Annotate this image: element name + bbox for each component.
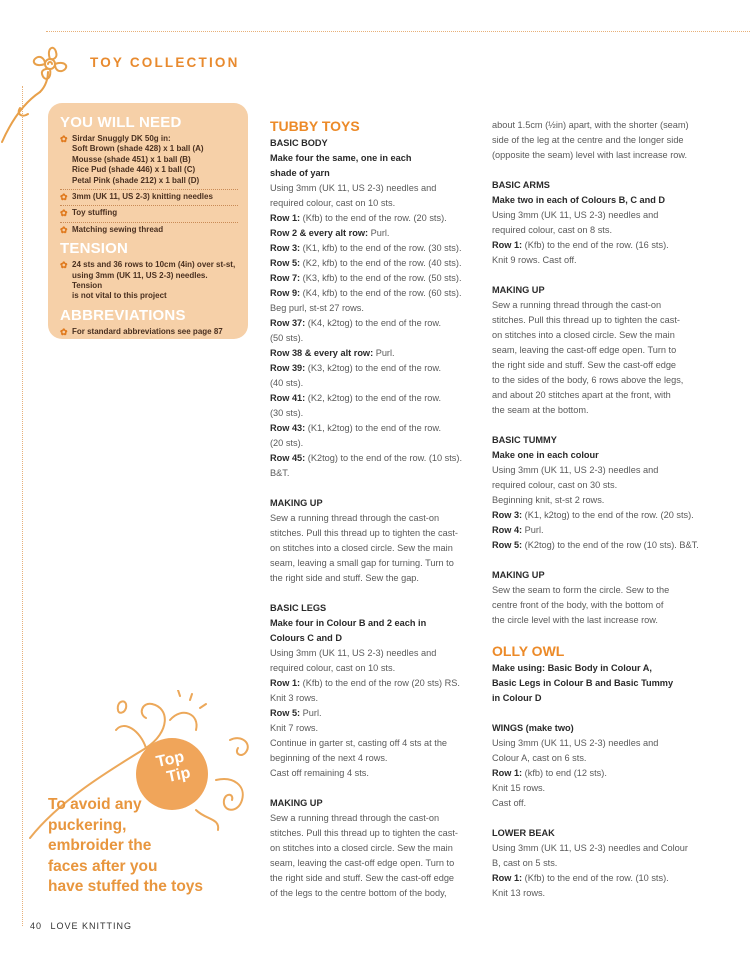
list-item [60, 206, 238, 222]
abbreviations-heading: ABBREVIATIONS [60, 306, 186, 324]
row-label: Row 1: [492, 240, 523, 250]
star-bullet-icon: ✿ [60, 208, 68, 219]
row-text: Using 3mm (UK 11, US 2-3) needles and [270, 183, 437, 193]
material-line: Toy stuffing [72, 208, 118, 218]
instruction-line [270, 226, 490, 241]
instruction-line [492, 478, 712, 493]
row-text: required colour, cast on 10 sts. [270, 663, 396, 673]
star-bullet-icon: ✿ [60, 326, 68, 337]
list-item [60, 258, 238, 305]
row-text: (K3, k2tog) to the end of the row. [305, 363, 442, 373]
instruction-line [492, 463, 712, 478]
row-text: (K1, k2tog) to the end of the row. (20 sts). [522, 510, 694, 520]
instruction-line: on stitches into a closed circle. Sew the main [270, 543, 453, 553]
instruction-line: the seam at the bottom. [492, 405, 589, 415]
basic-legs-instructions [270, 646, 490, 781]
row-text: Purl. [300, 708, 322, 718]
olly-owl-title: OLLY OWL [492, 643, 565, 659]
lower-beak-instructions [492, 841, 712, 901]
row-text: Beginning knit, st-st 2 rows. [492, 495, 605, 505]
instruction-line [492, 208, 712, 223]
basic-body-heading: BASIC BODY [270, 138, 328, 148]
instruction-line: the circle level with the last increase row. [492, 615, 658, 625]
instruction-line [492, 856, 712, 871]
basic-arms-heading: BASIC ARMS [492, 180, 550, 190]
row-text: Using 3mm (UK 11, US 2-3) needles and Colour [492, 843, 688, 853]
olly-owl-intro: Basic Legs in Colour B and Basic Tummy [492, 678, 674, 688]
material-line: Petal Pink (shade 212) x 1 ball (D) [72, 175, 200, 185]
list-item [60, 325, 238, 340]
abbreviation-line: For standard abbreviations see page 87 [72, 326, 223, 336]
instruction-line: Sew the seam to form the circle. Sew to the [492, 585, 670, 595]
instruction-line: on stitches into a closed circle. Sew the main [270, 843, 453, 853]
page-footer [30, 921, 132, 931]
row-text: (kfb) to end (12 sts). [522, 768, 607, 778]
row-text: (50 sts). [270, 333, 304, 343]
instruction-line [270, 391, 490, 406]
instruction-line [492, 253, 712, 268]
basic-legs-intro: Colours C and D [270, 633, 342, 643]
star-bullet-icon: ✿ [60, 134, 68, 144]
row-text: (Kfb) to the end of the row (20 sts) RS. [300, 678, 460, 688]
row-label: Row 45: [270, 453, 306, 463]
instruction-line [270, 361, 490, 376]
row-text: (Kfb) to the end of the row. (20 sts). [300, 213, 447, 223]
instruction-line: the right side and stuff. Sew the cast-off edge [270, 873, 455, 883]
instruction-line: seam, leaving the cast-off edge open. Turn to [270, 858, 455, 868]
instruction-line [270, 376, 490, 391]
row-text: Using 3mm (UK 11, US 2-3) needles and [492, 738, 659, 748]
instruction-line [492, 523, 712, 538]
instruction-line: Sew a running thread through the cast-on [270, 513, 440, 523]
row-text: (K3, kfb) to the end of the row. (50 sts). [300, 273, 462, 283]
material-line: Sirdar Snuggly DK 50g in: [72, 134, 171, 143]
olly-owl-intro: Make using: Basic Body in Colour A, [492, 663, 652, 673]
instruction-line: stitches. Pull this thread up to tighten the cast- [492, 315, 680, 325]
row-text: B&T. [270, 468, 290, 478]
instruction-line: the right side and stuff. Sew the cast-off edge [492, 360, 677, 370]
instruction-line [492, 781, 712, 796]
row-label: Row 9: [270, 288, 301, 298]
instruction-line: stitches. Pull this thread up to tighten the cast- [270, 828, 458, 838]
instruction-line [270, 646, 490, 661]
making-up-instructions [492, 298, 712, 418]
making-up-instructions [270, 511, 490, 586]
row-text: Purl. [373, 348, 395, 358]
instruction-line [270, 301, 490, 316]
row-text: (K2, k2tog) to the end of the row. [305, 393, 442, 403]
row-text: beginning of the next 4 rows. [270, 753, 388, 763]
instruction-line [270, 661, 490, 676]
instruction-line [270, 751, 490, 766]
instruction-line [270, 721, 490, 736]
instruction-line [270, 706, 490, 721]
instruction-line: the right side and stuff. Sew the gap. [270, 573, 419, 583]
basic-legs-heading: BASIC LEGS [270, 603, 327, 613]
instruction-line [492, 736, 712, 751]
instruction-line: seam, leaving the cast-off edge open. Turn to [492, 345, 677, 355]
you-will-need-list [60, 132, 238, 238]
instruction-line: Sew a running thread through the cast-on [270, 813, 440, 823]
row-text: (Kfb) to the end of the row. (10 sts). [522, 873, 669, 883]
instruction-line [492, 886, 712, 901]
row-text: Purl. [368, 228, 390, 238]
instruction-line: about 1.5cm (½in) apart, with the shorter (seam) [492, 120, 689, 130]
wings-instructions [492, 736, 712, 811]
row-text: (Kfb) to the end of the row. (16 sts). [522, 240, 669, 250]
making-up-instructions [492, 583, 712, 628]
row-label: Row 43: [270, 423, 306, 433]
continued-instructions [492, 118, 712, 163]
row-label: Row 2 & every alt row: [270, 228, 369, 238]
page-border-top [46, 31, 750, 32]
row-text: Knit 9 rows. Cast off. [492, 255, 577, 265]
lower-beak-heading: LOWER BEAK [492, 828, 555, 838]
instruction-line [492, 796, 712, 811]
instruction-line [270, 436, 490, 451]
material-line: Soft Brown (shade 428) x 1 ball (A) [72, 144, 204, 154]
tension-line: using 3mm (UK 11, US 2-3) needles. Tension [72, 270, 208, 291]
olly-owl-intro: in Colour D [492, 693, 542, 703]
instruction-line [492, 841, 712, 856]
pattern-column-2 [492, 118, 712, 901]
row-text: Using 3mm (UK 11, US 2-3) needles and [492, 465, 659, 475]
row-text: Knit 3 rows. [270, 693, 318, 703]
row-text: (40 sts). [270, 378, 304, 388]
instruction-line [270, 346, 490, 361]
instruction-line [270, 691, 490, 706]
row-text: (K2tog) to the end of the row (10 sts). B&T. [522, 540, 699, 550]
instruction-line [270, 211, 490, 226]
making-up-heading: MAKING UP [492, 285, 545, 295]
row-text: Cast off remaining 4 sts. [270, 768, 369, 778]
row-label: Row 1: [492, 873, 523, 883]
material-line: 3mm (UK 11, US 2-3) knitting needles [72, 192, 213, 202]
magazine-name: LOVE KNITTING [50, 921, 133, 931]
pattern-column-1 [270, 118, 490, 901]
instruction-line [270, 676, 490, 691]
tip-quote-line: embroider the [48, 837, 152, 854]
basic-body-instructions [270, 181, 490, 481]
instruction-line [270, 406, 490, 421]
instruction-line [492, 493, 712, 508]
basic-arms-intro: Make two in each of Colours B, C and D [492, 195, 666, 205]
row-text: required colour, cast on 10 sts. [270, 198, 396, 208]
row-text: Knit 13 rows. [492, 888, 546, 898]
tension-line: is not vital to this project [72, 291, 167, 301]
row-label: Row 1: [270, 213, 301, 223]
instruction-line [270, 286, 490, 301]
basic-tummy-intro: Make one in each colour [492, 450, 599, 460]
instruction-line [492, 508, 712, 523]
row-text: Knit 7 rows. [270, 723, 318, 733]
tubby-toys-title: TUBBY TOYS [270, 118, 360, 134]
row-text: (K2, kfb) to the end of the row. (40 sts). [300, 258, 462, 268]
basic-tummy-heading: BASIC TUMMY [492, 435, 557, 445]
instruction-line [270, 736, 490, 751]
star-bullet-icon: ✿ [60, 224, 68, 235]
making-up-heading: MAKING UP [270, 498, 323, 508]
row-text: (K1, kfb) to the end of the row. (30 sts). [300, 243, 462, 253]
materials-sidebar [48, 103, 248, 339]
instruction-line [270, 316, 490, 331]
material-line: Mousse (shade 451) x 1 ball (B) [72, 154, 191, 164]
row-label: Row 38 & every alt row: [270, 348, 374, 358]
list-item [60, 190, 238, 206]
instruction-line [492, 223, 712, 238]
instruction-line [270, 466, 490, 481]
tension-heading: TENSION [60, 240, 129, 258]
tip-quote-line: puckering, [48, 816, 127, 834]
instruction-line: and about 20 stitches apart at the front, with [492, 390, 671, 400]
row-label: Row 39: [270, 363, 306, 373]
instruction-line: Sew a running thread through the cast-on [492, 300, 662, 310]
list-item [60, 223, 238, 238]
instruction-line: side of the leg at the centre and the longer side [492, 135, 684, 145]
wings-heading: WINGS (make two) [492, 723, 574, 733]
instruction-line: stitches. Pull this thread up to tighten the cast- [270, 528, 458, 538]
list-item [60, 132, 238, 190]
row-label: Row 5: [492, 540, 523, 550]
row-label: Row 1: [270, 678, 301, 688]
instruction-line [492, 238, 712, 253]
tension-line: 24 sts and 36 rows to 10cm (4in) over st-st, [72, 260, 236, 270]
row-text: Purl. [522, 525, 544, 535]
row-text: Knit 15 rows. [492, 783, 546, 793]
basic-body-intro: shade of yarn [270, 168, 330, 178]
instruction-line [270, 451, 490, 466]
instruction-line [492, 766, 712, 781]
row-text: (K4, k2tog) to the end of the row. [305, 318, 442, 328]
row-label: Row 5: [270, 708, 301, 718]
top-tip-line: Tip [165, 764, 193, 787]
making-up-heading: MAKING UP [270, 798, 323, 808]
row-label: Row 7: [270, 273, 301, 283]
row-label: Row 3: [492, 510, 523, 520]
top-tip-line: Top [154, 748, 186, 771]
basic-legs-intro: Make four in Colour B and 2 each in [270, 618, 427, 628]
row-label: Row 4: [492, 525, 523, 535]
instruction-line [270, 241, 490, 256]
instruction-line [492, 751, 712, 766]
instruction-line: of the legs to the centre bottom of the body, [270, 888, 447, 898]
page-number: 40 [30, 921, 43, 931]
instruction-line [270, 766, 490, 781]
instruction-line: to the sides of the body, 6 rows above the legs, [492, 375, 684, 385]
instruction-line: on stitches into a closed circle. Sew the main [492, 330, 675, 340]
row-text: (K1, k2tog) to the end of the row. [305, 423, 442, 433]
tip-quote [48, 795, 238, 898]
instruction-line [270, 181, 490, 196]
making-up-instructions [270, 811, 490, 901]
row-label: Row 3: [270, 243, 301, 253]
instruction-line: seam, leaving a small gap for turning. Turn to [270, 558, 454, 568]
row-label: Row 5: [270, 258, 301, 268]
instruction-line [270, 271, 490, 286]
abbreviations-list [60, 325, 238, 340]
making-up-heading: MAKING UP [492, 570, 545, 580]
row-label: Row 41: [270, 393, 306, 403]
tip-quote-line: To avoid any [48, 796, 142, 813]
tension-list [60, 258, 238, 305]
row-label: Row 37: [270, 318, 306, 328]
material-line: Matching sewing thread [72, 224, 164, 234]
row-text: (K4, kfb) to the end of the row. (60 sts). [300, 288, 462, 298]
instruction-line [270, 421, 490, 436]
basic-body-intro: Make four the same, one in each [270, 153, 412, 163]
row-text: required colour, cast on 8 sts. [492, 225, 613, 235]
row-text: Using 3mm (UK 11, US 2-3) needles and [492, 210, 659, 220]
instruction-line: (opposite the seam) level with last increase row. [492, 150, 688, 160]
row-text: Cast off. [492, 798, 527, 808]
row-text: B, cast on 5 sts. [492, 858, 558, 868]
row-label: Row 1: [492, 768, 523, 778]
instruction-line [270, 196, 490, 211]
section-title: TOY COLLECTION [90, 55, 240, 70]
instruction-line [270, 256, 490, 271]
row-text: Continue in garter st, casting off 4 sts at the [270, 738, 448, 748]
row-text: (30 sts). [270, 408, 304, 418]
star-bullet-icon: ✿ [60, 192, 68, 203]
row-text: Beg purl, st-st 27 rows. [270, 303, 364, 313]
row-text: required colour, cast on 30 sts. [492, 480, 618, 490]
tip-quote-line: faces after you [48, 857, 158, 875]
basic-arms-instructions [492, 208, 712, 268]
row-text: (K2tog) to the end of the row. (10 sts). [305, 453, 463, 463]
tip-quote-line: have stuffed the toys [48, 878, 204, 895]
you-will-need-heading: YOU WILL NEED [60, 114, 182, 131]
instruction-line [270, 331, 490, 346]
instruction-line [492, 538, 712, 553]
material-line: Rice Pud (shade 446) x 1 ball (C) [72, 165, 196, 175]
row-text: Using 3mm (UK 11, US 2-3) needles and [270, 648, 437, 658]
star-bullet-icon: ✿ [60, 260, 68, 271]
basic-tummy-instructions [492, 463, 712, 553]
instruction-line: centre front of the body, with the bottom of [492, 600, 664, 610]
row-text: Colour A, cast on 6 sts. [492, 753, 587, 763]
instruction-line [492, 871, 712, 886]
row-text: (20 sts). [270, 438, 304, 448]
